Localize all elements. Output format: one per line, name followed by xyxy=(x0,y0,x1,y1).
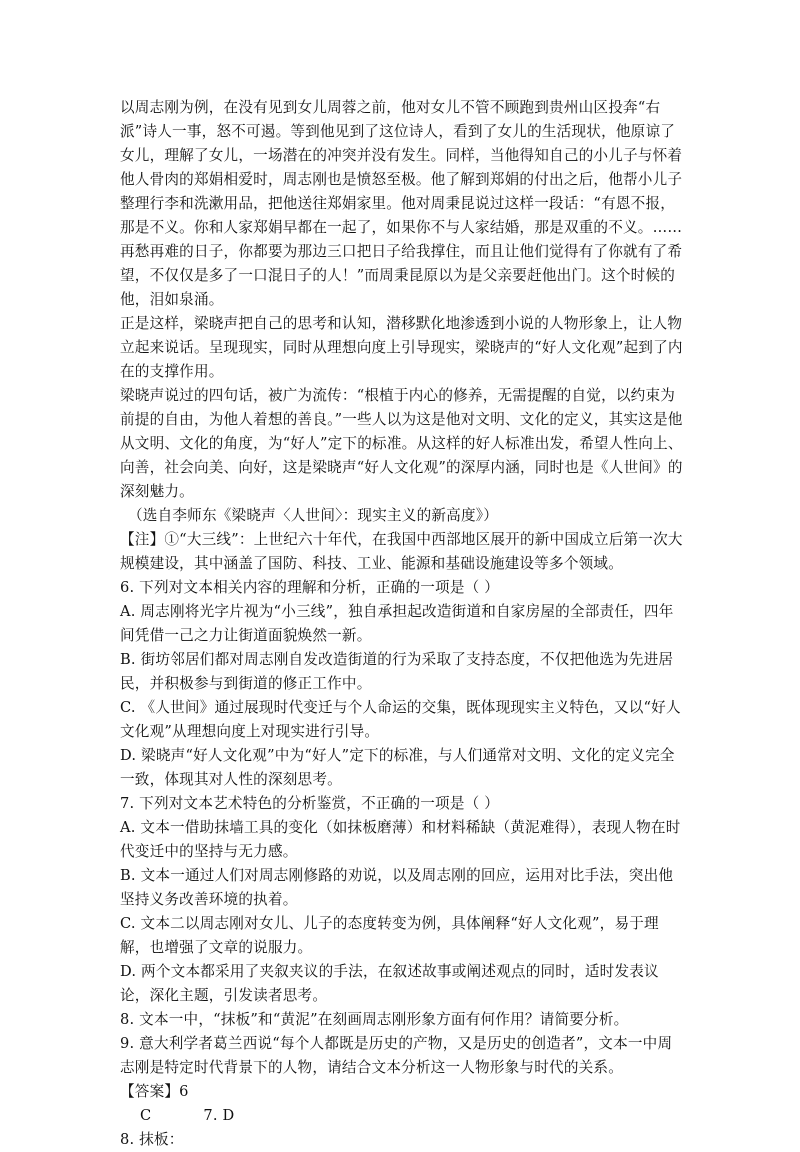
answer-heading: 【答案】6 xyxy=(120,1083,189,1100)
question-7-option-a: A. 文本一借助抹墙工具的变化（如抹板磨薄）和材料稀缺（黄泥难得），表现人物在时代变迁中的坚持与无力感。 xyxy=(120,819,681,860)
question-7-stem: 7. 下列对文本艺术特色的分析鉴赏，不正确的一项是（ ） xyxy=(120,795,500,812)
question-7-option-d: D. 两个文本都采用了夹叙夹议的手法，在叙述故事或阐述观点的同时，适时发表议论，深化主题，引发读者思考。 xyxy=(120,963,659,1004)
source-citation: （选自李师东《梁晓声〈人世间〉：现实主义的新高度》） xyxy=(128,507,499,524)
question-6-option-a: A. 周志刚将光字片视为“小三线”，独自承担起改造街道和自家房屋的全部责任，四年间凭借一己之力让街道面貌焕然一新。 xyxy=(120,603,674,644)
passage-paragraph-2: 正是这样，梁晓声把自己的思考和认知，潜移默化地渗透到小说的人物形象上，让人物立起来说话。呈现现实，同时从理想向度上引导现实，梁晓声的“好人文化观”起到了内在的支撑作用。 xyxy=(120,315,683,380)
passage-paragraph-3: 梁晓声说过的四句话，被广为流传：“根植于内心的修养，无需提醒的自觉，以约束为前提的自由，为他人着想的善良。”一些人以为这是他对文明、文化的定义，其实这是他从文明、文化的角度，为“好人”定下的标准。从这样的好人标准出发，希望人性向上、向善，社会向美、向好，这是梁晓声“好人文化观”的深厚内涵，同时也是《人世间》的深刻魅力。 xyxy=(120,387,683,500)
passage-paragraph-1: 以周志刚为例，在没有见到女儿周蓉之前，他对女儿不管不顾跑到贵州山区投奔“右派”诗人一事，怒不可遏。等到他见到了这位诗人，看到了女儿的生活现状，他原谅了女儿，理解了女儿，一场潜在的冲突并没有发生。同样，当他得知自己的小儿子与怀着他人骨肉的郑娟相爱时，周志刚也是愤怒至极。他了解到郑娟的付出之后，他帮小儿子整理行李和洗漱用品，把他送往郑娟家里。他对周秉昆说过这样一段话：“有恩不报，那是不义。你和人家郑娟早都在一起了，如果你不与人家结婚，那是双重的不义。……再愁再难的日子，你都要为那边三口把日子给我撑住，而且让他们觉得有了你就有了希望，不仅仅是多了一口混日子的人！”而周秉昆原以为是父亲要赶他出门。这个时候的他，泪如泉涌。 xyxy=(120,99,683,308)
answer-6-choice: C xyxy=(140,1107,152,1124)
answer-7-choice: 7. D xyxy=(203,1107,235,1124)
answer-line xyxy=(120,1104,685,1128)
footnote: 【注】①“大三线”：上世纪六十年代，在我国中西部地区展开的新中国成立后第一次大规模建设，其中涵盖了国防、科技、工业、能源和基础设施建设等多个领域。 xyxy=(120,531,683,572)
question-6-option-c: C. 《人世间》通过展现时代变迁与个人命运的交集，既体现现实主义特色，又以“好人文化观”从理想向度上对现实进行引导。 xyxy=(120,699,681,740)
question-6-stem: 6. 下列对文本相关内容的理解和分析，正确的一项是（ ） xyxy=(120,579,500,596)
question-7-option-b: B. 文本一通过人们对周志刚修路的劝说，以及周志刚的回应，运用对比手法，突出他坚持义务改善环境的执着。 xyxy=(120,867,674,908)
question-7-option-c: C. 文本二以周志刚对女儿、儿子的态度转变为例，具体阐释“好人文化观”，易于理解，也增强了文章的说服力。 xyxy=(120,915,659,956)
question-9-stem: 9. 意大利学者葛兰西说“每个人都既是历史的产物，又是历史的创造者”，文本一中周志刚是特定时代背景下的人物，请结合文本分析这一人物形象与时代的关系。 xyxy=(120,1035,673,1076)
answer-8-label: 8. 抹板： xyxy=(120,1131,184,1148)
question-6-option-d: D. 梁晓声“好人文化观”中为“好人”定下的标准，与人们通常对文明、文化的定义完全一致，体现其对人性的深刻思考。 xyxy=(120,747,675,788)
question-8-stem: 8. 文本一中，“抹板”和“黄泥”在刻画周志刚形象方面有何作用？请简要分析。 xyxy=(120,1011,629,1028)
question-6-option-b: B. 街坊邻居们都对周志刚自发改造街道的行为采取了支持态度，不仅把他选为先进居民，并积极参与到街道的修正工作中。 xyxy=(120,651,674,692)
document-content xyxy=(120,96,685,1152)
